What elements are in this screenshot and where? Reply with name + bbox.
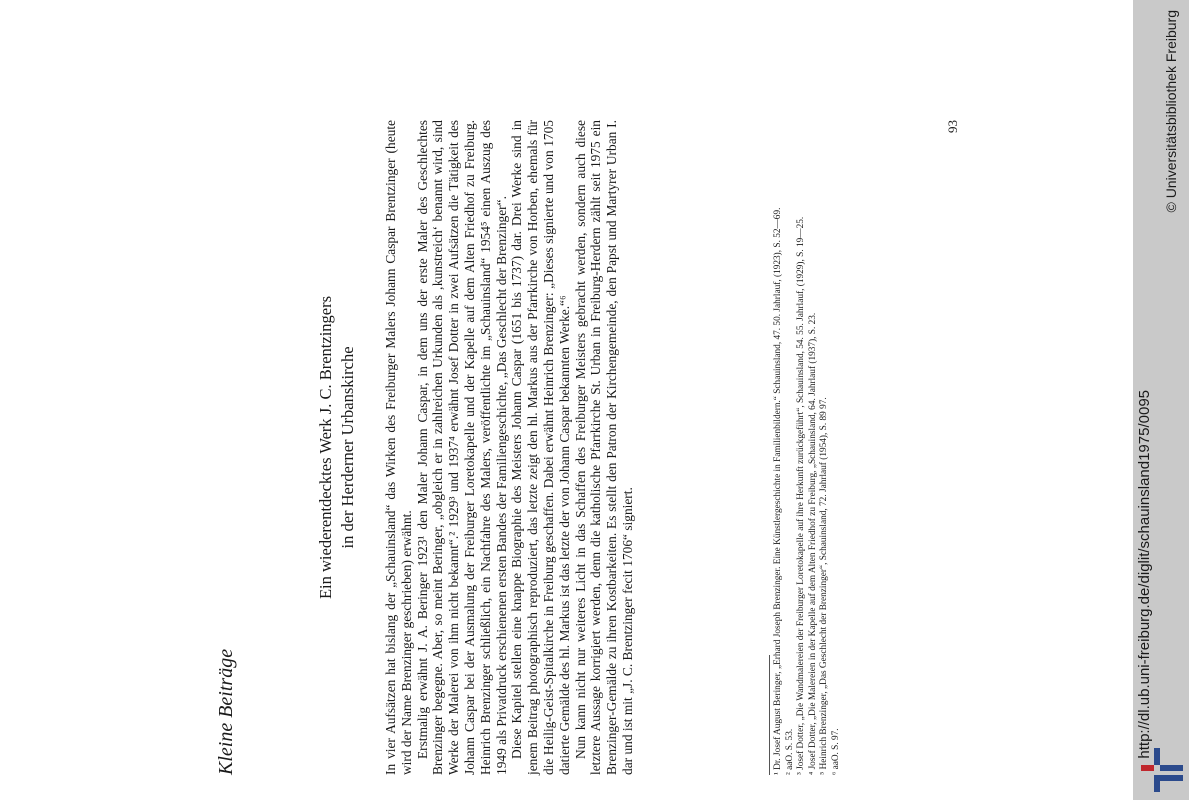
article-title-line-2: in der Herderner Urbanskirche <box>338 346 357 549</box>
copyright-notice: © Universitätsbibliothek Freiburg <box>1163 10 1179 213</box>
document-page <box>155 120 995 775</box>
logo-bar-top <box>1154 748 1160 765</box>
footnote: ² aaO. S. 53. <box>784 728 795 775</box>
paragraph: Erstmalig erwähnt J. A. Beringer 1923¹ den Maler Johann Caspar, in dem uns der erste Maler des Geschlechtes Brenzinger begegne. Aber, so meint Beringer, „obgleich er in zahlreichen Urkunden als ‚kunstreich‘ benannt wird, sind Werke der Malerei von ihm nicht bekannt“.² 1929³ und 1937⁴ erwähnt Josef Dotter in zwei Aufsätzen die Tätigkeit des Johann Caspar bei der Ausmalung der Freiburger Loretokapelle und der Kapelle auf dem Alten Friedhof zu Freiburg. Heinrich Brenzinger schließlich, ein Nachfahre des Malers, veröffentlichte im „Schauinsland“ 1954⁵ einen Auszug des 1949 als Privatdruck erschienenen ersten Bandes der Familiengeschichte, „Das Geschlecht der Brenzinger“. <box>414 120 509 775</box>
footnote: ⁶ aaO. S. 97. <box>830 728 841 775</box>
page-number: 93 <box>945 120 960 133</box>
footnote: ¹ Dr. Josef August Beringer, „Erhard Joseph Brenzinger. Eine Künstlergeschichte in Familienbildern.“ Schauinsland, 47. 50. Jahrlauf, (1923), S. 52—69. <box>773 207 783 775</box>
logo-bar-mid <box>1160 765 1183 771</box>
logo-bar-lower <box>1160 775 1183 781</box>
paragraph: Diese Kapitel stellen eine knappe Biographie des Meisters Johann Caspar (1651 bis 1737) dar. Drei Werke sind in jenem Beitrag photographisch reproduziert, das letzte zeigt den hl. Markus aus der Pfarrkirche von Horben, ehemals für die Heilig-Geist-Spitalkirche in Freiburg geschaffen. Dabei erwähnt Heinrich Brenzinger: „Dieses signierte und von 1705 datierte Gemälde des hl. Markus ist das letzte der von Johann Caspar bekannten Werke.“⁶ <box>509 120 572 775</box>
footnote: ³ Josef Dotter, „Die Wandmalereien der Freiburger Loretokapelle auf ihre Herkunft zurückgeführt“, Schauinsland, 54. 55. Jahrlauf, (1929), S. 19—25. <box>796 216 806 775</box>
paragraph: Nun kann nicht nur weiteres Licht in das Schaffen des Freiburger Meisters gebracht werden, sondern auch diese letztere Aussage korrigiert werden, denn die katholische Pfarrkirche St. Urban in Freiburg-Herdern zählt seit 1975 ein Brenzinger-Gemälde zu ihren Kostbarkeiten. Es stellt den Patron der Kirchengemeinde, den Papst und Martyrer Urban I. dar und ist mit „J. C. Brentzinger fecit 1706“ signiert. <box>572 120 635 775</box>
footnote: ⁴ Josef Dotter, „Die Malereien in der Kapelle auf dem Alten Friedhof zu Freiburg, „Schauinsland, 64. Jahrlauf (1937), S. 23. <box>807 312 818 775</box>
article-title-line-1: Ein wiederentdecktes Werk J. C. Brentzingers <box>316 295 335 600</box>
library-logo-icon <box>1141 748 1183 792</box>
footnotes <box>773 120 842 775</box>
sidebar-text <box>1133 0 1189 800</box>
article-body <box>383 120 636 775</box>
logo-bar-red <box>1141 765 1154 771</box>
footnote-divider <box>769 655 770 775</box>
permalink-url[interactable]: http://dl.ub.uni-freiburg.de/diglit/schauinsland1975/0095 <box>1136 390 1153 759</box>
logo-bar-bottom <box>1154 775 1160 792</box>
viewer-sidebar <box>1133 0 1189 800</box>
footnote: ⁵ Heinrich Brenzinger, „Das Geschlecht der Brenzinger“, Schauinsland, 72. Jahrlauf (1954), S. 89 97. <box>819 397 829 775</box>
paragraph: In vier Aufsätzen hat bislang der „Schauinsland“ das Wirken des Freiburger Malers Johann Caspar Brentzinger (heute wird der Name Brenzinger geschrieben) erwähnt. <box>383 120 414 775</box>
article-title <box>315 120 359 775</box>
section-title: Kleine Beiträge <box>215 648 237 775</box>
